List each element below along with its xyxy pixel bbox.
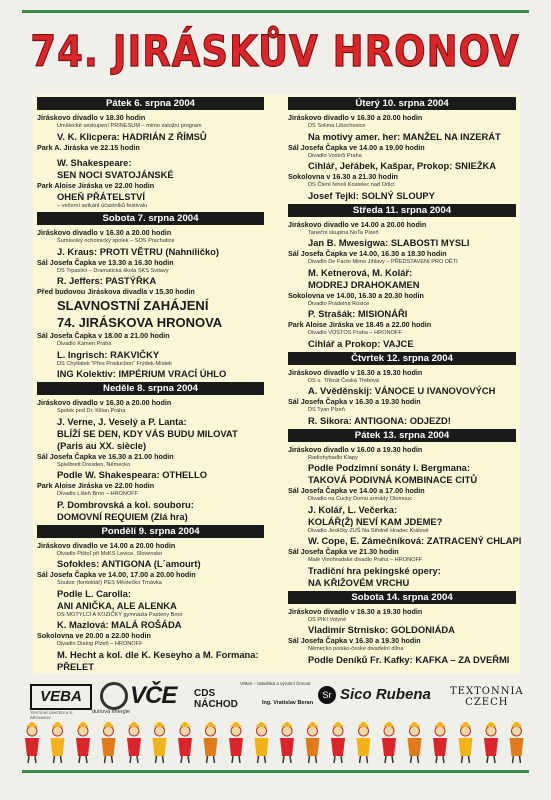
decorative-figure-icon (76, 722, 90, 763)
decorative-figure-icon (459, 722, 473, 763)
production-title: L. Ingrisch: RAKVIČKY (57, 348, 160, 360)
production-title: (Paris au XX. siècle) (57, 439, 147, 451)
ensemble-name: Soubor (fontoktář) PES Městečko Trnávka (57, 580, 162, 586)
ensemble-name: Taneční skupina NoTa Plzeň (308, 229, 379, 236)
poster-title: 74. JIRÁSKŮV HRONOV (30, 26, 520, 77)
production-title: Podle Deníků Fr. Kafky: KAFKA – ZA DVEŘMI (308, 653, 510, 665)
production-title: NA KŘIŽOVÉM VRCHU (308, 576, 410, 588)
ensemble-name: Spielbrett Dresden, Německo (57, 461, 131, 468)
textonnia-logo (450, 686, 524, 708)
decorative-figure-icon (127, 722, 141, 763)
veba-subtitle: TEXTILNÍ ZÁVODY A.S. BROUMOV (30, 710, 74, 720)
production-title: P. Dombrovská a kol. souboru: (57, 498, 194, 510)
venue-time: Sál Josefa Čapka v 16.30 a 19.30 hodin (288, 397, 421, 406)
ensemble-name: Divadlo Kámen Praha (57, 341, 112, 347)
production-title: Josef Tejkl: SOLNÝ SLOUPY (308, 189, 435, 201)
decorative-figure-icon (25, 722, 39, 763)
production-title: PŘELET (57, 660, 94, 672)
production-title: W. Cope, E. Zámečníková: ZATRACENÝ CHLAPI (308, 535, 522, 546)
duhova-energie-logo: duhová energie (92, 709, 130, 715)
ensemble-name: DS Chytlatek "Přes Production" Frýdek-Místek (57, 360, 172, 367)
ensemble-name: Radiohybadlo Klapy (308, 454, 358, 461)
ensemble-name: Německo polsko-české divadelní dílna (308, 646, 404, 652)
ensemble-name: DS Čtení řeholí Kostelec nad Orlicí (308, 182, 395, 188)
day-header: Středa 11. srpna 2004 (288, 204, 516, 217)
day-header: Sobota 14. srpna 2004 (288, 591, 516, 604)
production-title: MODREJ DRAHOKAMEN (308, 278, 420, 290)
decorative-figure-icon (229, 722, 243, 763)
production-title: Tradiční hra pekingské opery: (308, 564, 441, 576)
venue-time: Park Aloise Jiráska ve 22.00 hodin (37, 481, 155, 490)
venue-time: Sokolovna ve 20.00 a 22.00 hodin (37, 631, 151, 640)
venue-time: Jiráskovo divadlo v 16.30 a 19.30 hodin (288, 367, 423, 377)
sico-rubena-icon: Sr (318, 686, 336, 704)
venue-time: Park Aloise Jiráska ve 22.00 hodin (37, 180, 155, 190)
production-title: Podle W. Shakespeara: OTHELLO (57, 469, 208, 480)
program-panel (33, 95, 520, 673)
textonnia-name: TEXTONNIA (450, 686, 524, 697)
venue-time: Sál Josefa Čapka ve 14.00 a 17.00 hodin (288, 486, 425, 495)
production-title: K. Mazlová: MALÁ ROŠÁDA (57, 619, 182, 630)
decorative-figure-icon (280, 722, 294, 763)
ensemble-name: Spolek pod Dr. Kilian Praha (57, 408, 126, 414)
decorative-figures (22, 722, 532, 766)
decorative-figure-icon (102, 722, 116, 763)
ensemble-name: Malé Vinohradské divadlo Praha – HRONOFF (308, 557, 423, 563)
ensemble-name: Divadlo Vosto5 Praha (308, 152, 362, 159)
top-rule (22, 10, 529, 13)
venue-time: Jiráskovo divadlo v 16.30 a 20.00 hodin (288, 113, 423, 122)
venue-time: Sál Josefa Čapka ve 13.30 a 16.30 hodin (37, 257, 174, 267)
decorative-figure-icon (331, 722, 345, 763)
ensemble-name: DS Tyan Plzeň (308, 407, 345, 413)
production-title: W. Shakespeare: (57, 156, 132, 168)
program-column-left (37, 95, 264, 673)
ensemble-name: DS PIKI Volyně (308, 616, 347, 623)
ensemble-name: Divadlo De Facto Mimo Jihlavy – PŘEDSTAVENÍ PRO DĚTI (308, 259, 458, 265)
decorative-figure-icon (178, 722, 192, 763)
production-title: Podle Podzimní sonáty I. Bergmana: (308, 462, 471, 473)
decorative-figure-icon (484, 722, 498, 763)
decorative-figure-icon (255, 722, 269, 763)
venue-time: Sál Josefa Čapka ve 21.30 hodin (288, 547, 399, 556)
ensemble-name: Divadlo Prádelna Rosice (308, 300, 370, 307)
ensemble-name: DS Trpaslíci – Dramatická škola SKS Svitavy (57, 267, 169, 274)
day-header: Pátek 13. srpna 2004 (288, 429, 516, 442)
day-header: Pondělí 9. srpna 2004 (37, 525, 264, 538)
ensemble-name: – večerní setkání účastníků festivalu (57, 202, 148, 209)
sico-rubena-logo: Sico Rubena (340, 686, 431, 703)
day-header: Čtvrtek 12. srpna 2004 (288, 352, 516, 365)
production-title: M. Ketnerová, M. Kolář: (308, 266, 413, 278)
production-title: TAKOVÁ PODIVNÁ KOMBINACE CITŮ (308, 474, 478, 485)
duhova-energie-icon (100, 682, 128, 710)
ensemble-name: Umělecké seskupení PRINESUM – mimo založní program (57, 123, 202, 129)
production-title: KOLÁŘ(Ž) NEVÍ KAM JDEME? (308, 515, 443, 527)
production-title: Sofokles: ANTIGONA (L´amourt) (57, 558, 201, 569)
production-title: M. Hecht a kol. dle K. Keseyho a M. Formana: (57, 648, 259, 660)
day-header: Pátek 6. srpna 2004 (37, 97, 264, 110)
day-header: Neděle 8. srpna 2004 (37, 382, 264, 395)
vrben-logo: VrBen – tiskařská a výrobní činnost (240, 681, 311, 686)
decorative-figure-icon (306, 722, 320, 763)
cds-logo (194, 688, 238, 710)
ensemble-name: Šumavský ochotnický spolek – SOS Prachatice (57, 238, 175, 244)
production-title: Vladimír Strnisko: GOLDONIÁDA (308, 624, 455, 635)
venue-time: Sokolovna v 16.30 a 21.30 hodin (288, 172, 398, 181)
vce-logo: VČE (130, 682, 177, 709)
production-title: Cihlář a Prokop: VAJCE (308, 337, 414, 349)
venue-time: Jiráskovo divadlo ve 14.00 a 20.00 hodin (288, 219, 427, 229)
decorative-figure-icon (153, 722, 167, 763)
ensemble-name: Divadlo Dialog Plzeň – HRONOFF (57, 641, 143, 647)
decorative-figure-icon (51, 722, 65, 763)
textonnia-country: CZECH (465, 697, 509, 708)
decorative-figure-icon (382, 722, 396, 763)
production-title: P. Strašák: MISIONÁŘI (308, 308, 408, 319)
production-title: Cihlář, Jeřábek, Kašpar, Prokop: SNIEŽKA (308, 160, 497, 171)
production-title: DOMOVNÍ REQUIEM (Zlá hra) (57, 510, 188, 522)
venue-time: Jiráskovo divadlo v 16.00 a 19.30 hodin (288, 444, 423, 454)
venue-time: Jiráskovo divadlo ve 14.00 a 20.00 hodin (37, 540, 176, 550)
cds-subtitle: NÁCHOD (194, 699, 238, 710)
decorative-figure-icon (408, 722, 422, 763)
venue-time: Sál Josefa Čapka ve 14.00 a 19.00 hodin (288, 142, 425, 152)
decorative-figure-icon (510, 722, 524, 763)
decorative-figure-icon (357, 722, 371, 763)
venue-time: Park A. Jiráska ve 22.15 hodin (37, 142, 140, 152)
production-title: SEN NOCI SVATOJÁNSKÉ (57, 168, 174, 180)
decorative-figure-icon (204, 722, 218, 763)
vrben-name: Ing. Vratislav Beran (262, 700, 314, 706)
ensemble-name: Divadlo VOSTOS Praha – HRONOFF (308, 330, 402, 336)
venue-time: Sál Josefa Čapka ve 14.00, 16.30 a 18.30 hodin (288, 249, 447, 258)
day-header: Úterý 10. srpna 2004 (288, 97, 516, 110)
production-title: BLÍŽÍ SE DEN, KDY VÁS BUDU MILOVAT (57, 427, 238, 439)
ensemble-name: DS Solima Libochovice (308, 123, 366, 129)
ensemble-name: Divadlo na Cucky Domu armády Olomouc (308, 496, 413, 502)
opening-ceremony-title: 74. JIRÁSKOVA HRONOVA (57, 315, 223, 330)
venue-time: Sál Josefa Čapka v 18.00 a 21.00 hodin (37, 331, 170, 340)
production-title: R. Sikora: ANTIGONA: ODJEZD! (308, 414, 451, 426)
venue-time: Jiráskovo divadlo v 18.30 hodin (37, 113, 146, 122)
program-column-right (288, 95, 522, 666)
venue-time: Jiráskovo divadlo v 16.30 a 20.00 hodin (37, 228, 172, 237)
ensemble-name: Divadlo Jesličky ZUŠ Na Střelně Hradec Králové (308, 527, 429, 534)
venue-time: Před budovou Jiráskova divadla v 15.30 hodin (37, 287, 195, 296)
ensemble-name: Divadlo Pištoľ při MsKS Levice, Slovensko (57, 550, 163, 557)
decorative-figure-icon (433, 722, 447, 763)
veba-logo: VEBA (30, 684, 92, 710)
production-title: Podle L. Carolla: (57, 587, 131, 599)
production-title: ING Kolektiv: IMPÉRIUM VRACÍ ÚHLO (57, 368, 227, 379)
production-title: A. Vvěděnskij: VÁNOCE U IVANOVOVÝCH (308, 385, 496, 396)
opening-ceremony-title: SLAVNOSTNÍ ZAHÁJENÍ (57, 298, 209, 313)
venue-time: Jiráskovo divadlo v 16.30 a 19.30 hodin (288, 606, 423, 616)
ensemble-name: Divadlo Líšeň Brno – HRONOFF (57, 491, 139, 497)
venue-time: Sál Josefa Čapka v 16.30 a 19.30 hodin (288, 636, 421, 645)
production-title: R. Jeffers: PASTÝŘKA (57, 275, 157, 286)
ensemble-name: DS u. Tříkrát Česká Třebová (308, 377, 379, 384)
production-title: V. K. Klicpera: HADRIÁN Z ŘÍMSŮ (57, 130, 207, 142)
production-title: J. Verne, J. Veselý a P. Lanta: (57, 415, 187, 427)
venue-time: Sál Josefa Čapka ve 16.30 a 21.00 hodin (37, 451, 174, 461)
sponsor-logos (30, 680, 525, 720)
production-title: J. Kraus: PROTI VĚTRU (Nahníličko) (57, 245, 220, 257)
production-title: Jan B. Mwesigwa: SLABOSTI MYSLI (308, 237, 470, 248)
production-title: Na motivy amer. her: MANŽEL NA INZERÁT (308, 130, 501, 142)
production-title: ANI ANIČKA, ALE ALENKA (57, 599, 177, 611)
cds-name: CDS (194, 688, 216, 699)
ensemble-name: DS MOTYLCI A KOZIČKY gymnázia Pasteny Brno (57, 611, 183, 618)
venue-time: Jiráskovo divadlo v 16.30 a 20.00 hodin (37, 398, 172, 407)
day-header: Sobota 7. srpna 2004 (37, 212, 264, 225)
bottom-rule (22, 770, 529, 773)
production-title: J. Kolář, L. Večerka: (308, 503, 398, 515)
venue-time: Sokolovna ve 14.00, 16.30 a 20.30 hodin (288, 290, 424, 300)
venue-time: Park Aloise Jiráska ve 18.45 a 22.00 hodin (288, 320, 432, 329)
production-title: OHEŇ PŘÁTELSTVÍ (57, 190, 146, 202)
venue-time: Sál Josefa Čapka ve 14.00, 17.00 a 20.00 hodin (37, 570, 196, 579)
